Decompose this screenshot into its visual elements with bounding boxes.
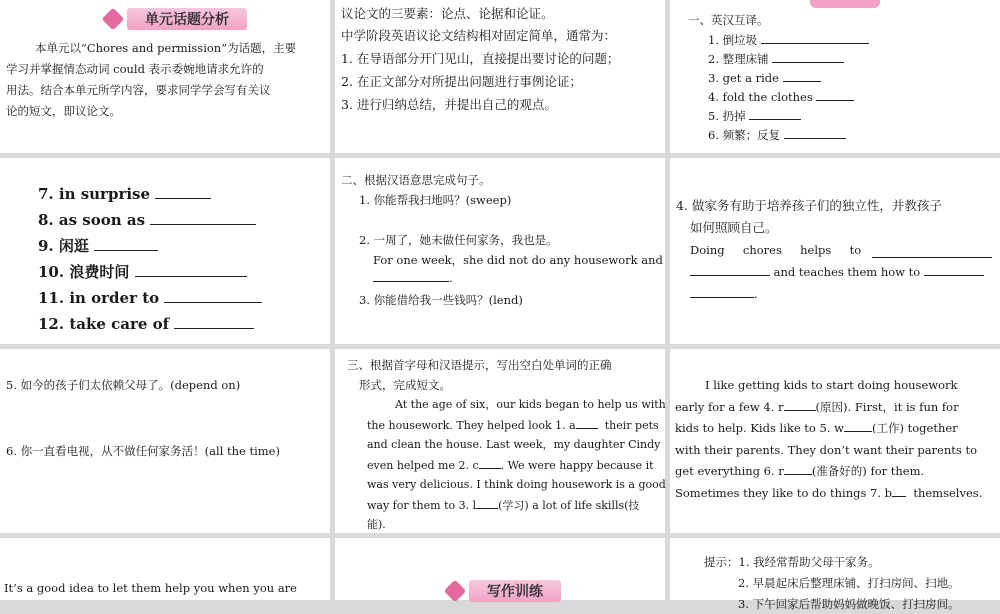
topic-analysis-title-banner — [105, 8, 247, 30]
sentence-completion-panel — [335, 158, 665, 344]
q4-en-line-1 — [690, 240, 861, 260]
translation-heading: 一、英汉互译。 — [688, 13, 769, 27]
cloze-text: 能). — [367, 518, 386, 531]
cloze-text: (原因). First，it is fun for — [815, 399, 959, 414]
structure-line-5: 3. 进行归纳总结，并提出自己的观点。 — [341, 97, 557, 112]
cloze-text: even helped me 2. c — [367, 458, 479, 472]
answer-blank-6[interactable] — [784, 461, 812, 475]
completion-q1: 1. 你能帮我扫地吗？(sweep) — [359, 193, 512, 207]
cloze-text: Sometimes they like to do things 7. b — [675, 485, 893, 500]
q4-en-line-2 — [690, 262, 984, 282]
item-text: 8. as soon as — [38, 211, 146, 229]
answer-blank[interactable] — [150, 211, 256, 225]
topic-line-4: 论的短文，即议论文。 — [6, 104, 121, 118]
topic-analysis-panel — [0, 0, 330, 153]
cloze-text: . We were happy because it — [500, 458, 654, 472]
answer-blank-5[interactable] — [844, 418, 872, 432]
structure-line-1: 议论文的三要素：论点、论据和论证。 — [341, 6, 554, 21]
answer-blank[interactable] — [690, 284, 754, 298]
cloze-text: get everything 6. r — [675, 464, 784, 478]
cloze-text: kids to help. Kids like to 5. w — [675, 421, 844, 435]
cloze-line — [367, 475, 666, 495]
cloze-text: I like getting kids to start doing housework — [705, 378, 958, 392]
item-10 — [38, 262, 247, 282]
flower-icon — [102, 8, 125, 31]
answer-blank[interactable] — [783, 68, 821, 82]
answer-blank-2[interactable] — [479, 455, 501, 469]
cloze-line — [367, 415, 666, 436]
cloze-text: with their parents. They don’t want their parents to — [675, 442, 977, 457]
structure-line-3: 1. 在导语部分开门见山，直接提出要讨论的问题； — [341, 51, 620, 66]
cloze2-line — [675, 483, 997, 505]
flower-icon — [444, 580, 467, 603]
item-8 — [38, 210, 256, 230]
hint-line-1: 提示：1. 我经常帮助父母干家务。 — [704, 555, 880, 569]
answer-blank-4[interactable] — [784, 397, 816, 411]
completion-q2-en: For one week，she did not do any housework and — [373, 253, 663, 267]
cloze2-line — [675, 461, 997, 483]
translation-panel — [670, 0, 1000, 153]
topic-analysis-title: 单元话题分析 — [127, 8, 247, 30]
word: Doing — [690, 243, 725, 257]
essay-structure-panel — [335, 0, 665, 153]
topic-line-2: 学习并掌握情态动词 could 表示委婉地请求允许的 — [6, 62, 264, 76]
item-9 — [38, 236, 158, 256]
cloze2-line — [675, 418, 997, 440]
answer-blank[interactable] — [164, 289, 262, 303]
completion-q2: 2. 一周了，她未做任何家务，我也是。 — [359, 233, 558, 247]
translation-item-3 — [708, 68, 821, 88]
cloze-panel — [335, 349, 665, 533]
translation-item-5 — [708, 106, 801, 126]
q6-text: 6. 你一直看电视，从不做任何家务活！(all the time) — [6, 444, 280, 458]
writing-hints-panel — [670, 538, 1000, 611]
cloze-line — [367, 435, 666, 455]
q7-text: It’s a good idea to let them help you when you are — [4, 581, 297, 595]
item-text: 10. 浪费时间 — [38, 263, 130, 281]
answer-blank[interactable] — [690, 262, 770, 276]
cloze-text: (学习) a lot of life skills(技 — [498, 498, 640, 512]
hint-line-2: 2. 早晨起床后整理床铺、打扫房间、扫地。 — [738, 576, 960, 590]
cloze-body — [367, 395, 666, 535]
cloze-heading-2: 形式，完成短文。 — [359, 378, 451, 392]
item-text: 4. fold the clothes — [708, 90, 813, 104]
translation-continued-panel — [0, 158, 330, 344]
structure-line-4: 2. 在正文部分对所提出问题进行事例论证； — [341, 74, 582, 89]
writing-title-banner — [447, 580, 561, 602]
item-text: 12. take care of — [38, 315, 170, 333]
answer-blank[interactable] — [135, 263, 247, 277]
translation-item-6 — [708, 125, 846, 145]
item-text: 9. 闲逛 — [38, 237, 89, 255]
writing-practice-panel — [335, 538, 665, 600]
answer-blank-1[interactable] — [576, 415, 598, 429]
topic-line-3: 用法。结合本单元所学内容，要求同学学会写有关议 — [6, 83, 271, 97]
cloze2-line — [675, 397, 997, 419]
cloze-text: At the age of six，our kids began to help us with — [395, 398, 666, 411]
answer-blank-3[interactable] — [476, 495, 498, 509]
answer-blank-7[interactable] — [892, 483, 906, 497]
q4-line-1: 4. 做家务有助于培养孩子们的独立性，并教孩子 — [676, 198, 942, 213]
item-text: 1. 倒垃圾 — [708, 33, 758, 47]
answer-blank[interactable] — [174, 315, 254, 329]
translation-item-4 — [708, 87, 854, 107]
cloze-line — [367, 515, 666, 535]
cloze-line — [367, 395, 666, 415]
word: to — [849, 243, 862, 257]
structure-line-2: 中学阶段英语议论文结构相对固定简单，通常为： — [341, 28, 617, 43]
answer-blank[interactable] — [94, 237, 158, 251]
item-text: 2. 整理床铺 — [708, 52, 769, 66]
cloze-text: way for them to 3. l — [367, 498, 477, 512]
cloze-text: themselves. — [913, 485, 983, 500]
completion-q2-blank-line: . — [373, 268, 453, 288]
sentence-completion-q5-panel — [0, 349, 330, 533]
word: chores — [742, 243, 782, 257]
cloze-heading: 三、根据首字母和汉语提示，写出空白处单词的正确 — [347, 358, 612, 372]
sentence-completion-q4-panel — [670, 158, 1000, 344]
q4-line-2: 如何照顾自己。 — [690, 220, 778, 235]
item-text: 3. get a ride — [708, 71, 779, 85]
answer-blank[interactable] — [749, 106, 801, 120]
cloze-text: was very delicious. I think doing housework is a good — [367, 478, 666, 491]
cloze-line — [367, 455, 666, 476]
topic-line-1: 本单元以“Chores and permission”为话题，主要 — [35, 41, 297, 55]
item-text: 5. 扔掉 — [708, 109, 746, 123]
item-text: 7. in surprise — [38, 185, 151, 203]
section-badge — [810, 0, 880, 8]
answer-blank[interactable] — [924, 262, 984, 276]
cloze-line — [367, 495, 666, 516]
answer-blank[interactable] — [155, 185, 211, 199]
cloze-continued-panel — [670, 349, 1000, 533]
completion-heading: 二、根据汉语意思完成句子。 — [341, 173, 491, 187]
completion-q3: 3. 你能借给我一些钱吗？(lend) — [359, 293, 523, 307]
item-7 — [38, 184, 211, 204]
sentence-completion-q7-panel — [0, 538, 330, 600]
cloze-text: (准备好的) for them. — [811, 464, 925, 478]
answer-blank[interactable] — [772, 49, 844, 63]
answer-blank[interactable] — [872, 244, 992, 258]
cloze-text: and clean the house. Last week，my daughter Cindy — [367, 438, 661, 451]
translation-item-2 — [708, 49, 844, 69]
answer-blank[interactable] — [761, 30, 869, 44]
translation-item-1 — [708, 30, 869, 50]
item-11 — [38, 288, 262, 308]
cloze2-line — [675, 440, 997, 462]
answer-blank[interactable] — [373, 268, 449, 282]
item-text: 11. in order to — [38, 289, 160, 307]
cloze-text: (工作) together — [871, 421, 958, 435]
cloze2-line — [675, 375, 997, 397]
word: and teaches them how to — [773, 265, 921, 279]
q4-en-line-3: . — [690, 284, 758, 304]
q5-text: 5. 如今的孩子们太依赖父母了。(depend on) — [6, 378, 241, 392]
item-12 — [38, 314, 254, 334]
cloze-text: their pets — [604, 418, 659, 432]
hint-line-3: 3. 下午回家后帮助妈妈做晚饭、打扫房间。 — [738, 597, 960, 611]
item-text: 6. 频繁；反复 — [708, 128, 781, 142]
writing-practice-title: 写作训练 — [469, 580, 561, 602]
word: helps — [800, 243, 832, 257]
answer-blank[interactable] — [784, 125, 846, 139]
cloze-text: the housework. They helped look 1. a — [367, 418, 576, 432]
cloze-text: early for a few 4. r — [675, 399, 784, 414]
answer-blank[interactable] — [816, 87, 854, 101]
cloze2-body — [675, 375, 997, 504]
